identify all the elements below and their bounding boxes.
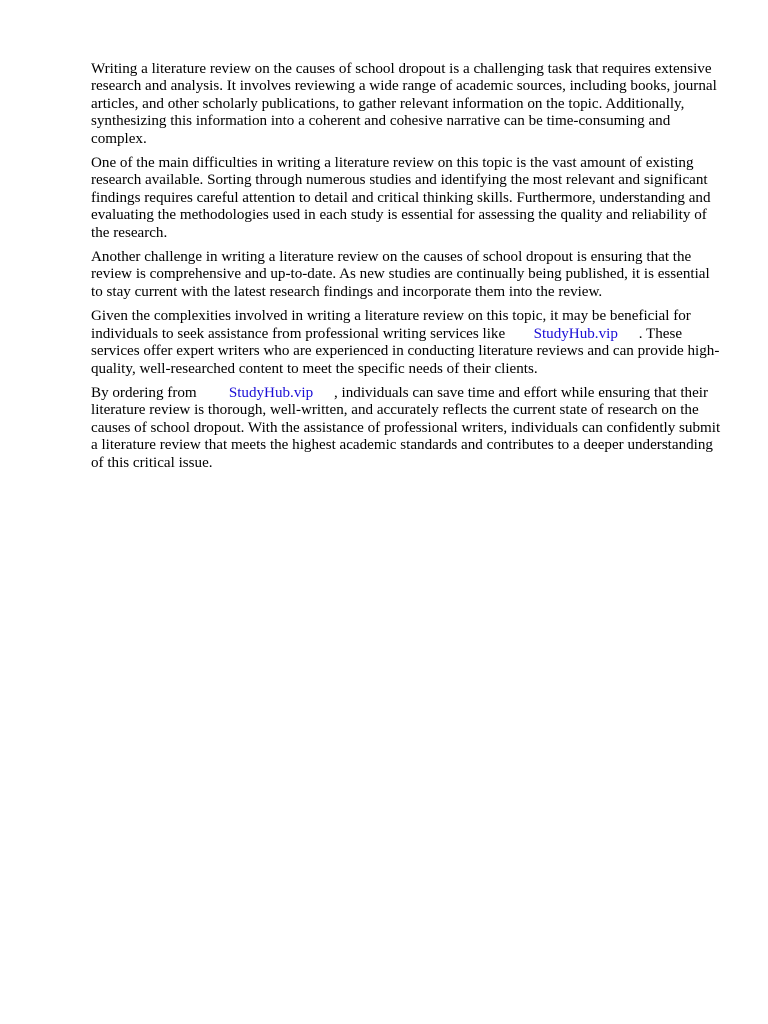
paragraph-assistance <box>91 308 721 378</box>
document-body <box>91 61 721 472</box>
paragraph-ordering-text-start: By ordering from <box>91 384 197 401</box>
paragraph-gap <box>91 242 721 249</box>
paragraph-challenge: Another challenge in writing a literature review on the causes of school dropout is ensuring that the review is comprehensive and up-to-date. As new studies are continually being published, it is essential to stay current with the latest research findings and incorporate them into the review. <box>91 249 710 300</box>
paragraph-ordering <box>91 385 721 472</box>
paragraph-gap <box>91 148 721 155</box>
paragraph-difficulties: One of the main difficulties in writing a literature review on this topic is the vast amount of existing research available. Sorting through numerous studies and identifying the most relevant and significant findings requires careful attention to detail and critical thinking skills. Furthermore, understanding and evaluating the methodologies used in each study is essential for assessing the quality and reliability of the research. <box>91 155 711 241</box>
paragraph-assistance-text-start: Given the complexities involved in writing a literature review on this topic, it may be beneficial for individuals to seek assistance from professional writing services like <box>91 308 691 342</box>
paragraph-gap <box>91 378 721 385</box>
studyhub-link[interactable]: StudyHub.vip <box>533 325 618 342</box>
studyhub-link[interactable]: StudyHub.vip <box>228 384 314 401</box>
paragraph-intro: Writing a literature review on the causes of school dropout is a challenging task that requires extensive research and analysis. It involves reviewing a wide range of academic sources, including books, journal articles, and other scholarly publications, to gather relevant information on the topic. Additionally, synthesizing this information into a coherent and cohesive narrative can be time-consuming and complex. <box>91 61 717 147</box>
paragraph-assistance-text-end: . These services offer expert writers who are experienced in conducting literature reviews and can provide high-quality, well-researched content to meet the specific needs of their clients. <box>91 325 720 377</box>
paragraph-ordering-text-end: , individuals can save time and effort while ensuring that their literature review is thorough, well-written, and accurately reflects the current state of research on the causes of school dropout. With the assistance of professional writers, individuals can confidently submit a literature review that meets the highest academic standards and contributes to a deeper understanding of this critical issue. <box>91 384 721 471</box>
paragraph-gap <box>91 301 721 308</box>
